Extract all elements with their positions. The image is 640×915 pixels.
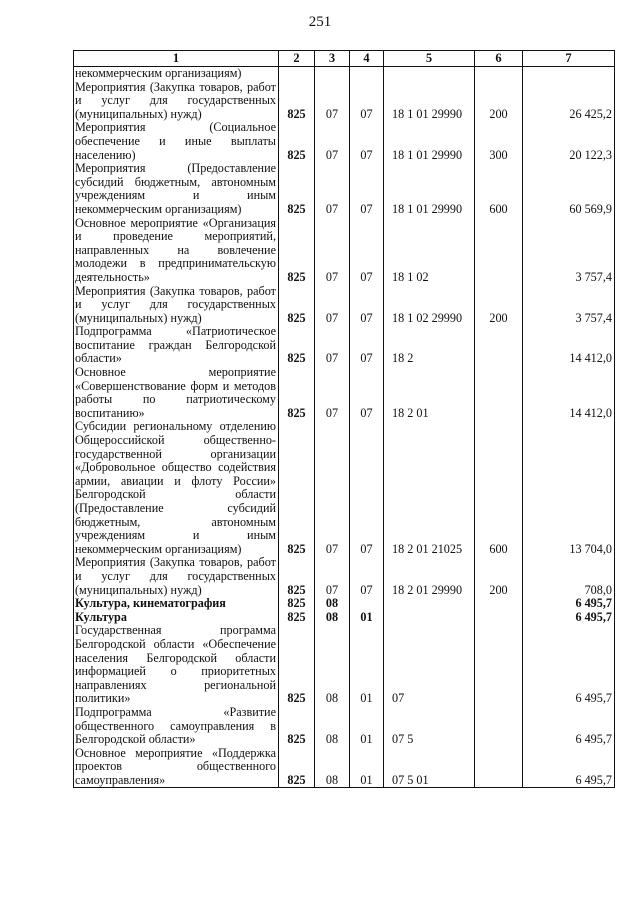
- row-target-article: 18 2: [384, 325, 475, 366]
- row-name: Мероприятия (Закупка товаров, работ и услуг для государственных (муниципальных) нужд): [74, 285, 279, 326]
- row-expense-type: 200: [475, 285, 523, 326]
- row-name: Подпрограмма «Патриотическое воспитание граждан Белгородской области»: [74, 325, 279, 366]
- row-name: Мероприятия (Предоставление субсидий бюджетным, автономным учреждениям и иным некоммерческим организациям): [74, 162, 279, 216]
- row-ministry-code: 825: [279, 624, 315, 706]
- row-section: 07: [315, 420, 350, 556]
- row-ministry-code: 825: [279, 366, 315, 420]
- row-expense-type: [475, 67, 523, 81]
- table-row: [74, 217, 615, 285]
- row-subsection: 07: [350, 325, 384, 366]
- row-amount: 6 495,7: [523, 624, 615, 706]
- table-row: [74, 67, 615, 81]
- row-target-article: 18 1 01 29990: [384, 121, 475, 162]
- row-ministry-code: 825: [279, 217, 315, 285]
- row-expense-type: 300: [475, 121, 523, 162]
- row-name: Мероприятия (Закупка товаров, работ и услуг для государственных (муниципальных) нужд): [74, 556, 279, 597]
- row-name: Культура, кинематография: [74, 597, 279, 611]
- budget-table: [73, 50, 615, 788]
- row-name: Основное мероприятие «Поддержка проектов общественного самоуправления»: [74, 747, 279, 788]
- row-amount: 6 495,7: [523, 611, 615, 625]
- row-ministry-code: 825: [279, 611, 315, 625]
- row-ministry-code: 825: [279, 556, 315, 597]
- column-header-5: 5: [384, 51, 475, 67]
- row-subsection: 07: [350, 420, 384, 556]
- row-amount: 6 495,7: [523, 706, 615, 747]
- table-row: [74, 420, 615, 556]
- row-section: 08: [315, 597, 350, 611]
- row-ministry-code: 825: [279, 747, 315, 788]
- row-name: Субсидии региональному отделению Общероссийской общественно-государственной организации «Добровольное общество содействия армии, авиации и флоту России» Белгородской области (Предоставление субсидий бюджетным, автономным учреждениям и иным некоммерческим организациям): [74, 420, 279, 556]
- table-row: [74, 706, 615, 747]
- row-expense-type: [475, 706, 523, 747]
- row-amount: [523, 67, 615, 81]
- row-subsection: 07: [350, 81, 384, 122]
- row-ministry-code: 825: [279, 706, 315, 747]
- table-row: [74, 162, 615, 216]
- row-section: [315, 67, 350, 81]
- row-target-article: 07 5 01: [384, 747, 475, 788]
- table-row: [74, 81, 615, 122]
- row-section: 07: [315, 285, 350, 326]
- column-header-6: 6: [475, 51, 523, 67]
- row-section: 08: [315, 747, 350, 788]
- row-expense-type: 200: [475, 81, 523, 122]
- row-ministry-code: 825: [279, 420, 315, 556]
- row-amount: 20 122,3: [523, 121, 615, 162]
- table-row: [74, 325, 615, 366]
- row-name: Государственная программа Белгородской области «Обеспечение населения Белгородской области информацией о приоритетных направлениях региональной политики»: [74, 624, 279, 706]
- row-name: Мероприятия (Социальное обеспечение и иные выплаты населению): [74, 121, 279, 162]
- row-target-article: 07 5: [384, 706, 475, 747]
- column-header-4: 4: [350, 51, 384, 67]
- row-ministry-code: 825: [279, 325, 315, 366]
- row-ministry-code: 825: [279, 162, 315, 216]
- row-amount: 14 412,0: [523, 325, 615, 366]
- row-amount: 13 704,0: [523, 420, 615, 556]
- row-expense-type: 200: [475, 556, 523, 597]
- row-subsection: 01: [350, 624, 384, 706]
- row-name: Культура: [74, 611, 279, 625]
- row-target-article: 18 1 02: [384, 217, 475, 285]
- row-section: 07: [315, 556, 350, 597]
- row-subsection: 01: [350, 747, 384, 788]
- row-amount: 3 757,4: [523, 285, 615, 326]
- row-subsection: 07: [350, 366, 384, 420]
- table-header-row: [74, 51, 615, 67]
- row-subsection: 07: [350, 556, 384, 597]
- row-expense-type: [475, 366, 523, 420]
- row-subsection: 07: [350, 162, 384, 216]
- row-name: Мероприятия (Закупка товаров, работ и услуг для государственных (муниципальных) нужд): [74, 81, 279, 122]
- row-subsection: 07: [350, 121, 384, 162]
- row-subsection: 01: [350, 706, 384, 747]
- row-expense-type: [475, 217, 523, 285]
- row-section: 08: [315, 624, 350, 706]
- row-section: 07: [315, 325, 350, 366]
- row-ministry-code: 825: [279, 285, 315, 326]
- row-target-article: 07: [384, 624, 475, 706]
- row-expense-type: [475, 747, 523, 788]
- row-target-article: [384, 67, 475, 81]
- table-row: [74, 611, 615, 625]
- row-expense-type: 600: [475, 162, 523, 216]
- row-section: 08: [315, 611, 350, 625]
- row-expense-type: [475, 611, 523, 625]
- row-amount: 60 569,9: [523, 162, 615, 216]
- row-target-article: 18 1 01 29990: [384, 162, 475, 216]
- row-expense-type: [475, 624, 523, 706]
- row-section: 07: [315, 366, 350, 420]
- row-target-article: [384, 611, 475, 625]
- row-expense-type: [475, 597, 523, 611]
- row-target-article: [384, 597, 475, 611]
- row-section: 08: [315, 706, 350, 747]
- row-name: Основное мероприятие «Совершенствование форм и методов работы по патриотическому воспитанию»: [74, 366, 279, 420]
- table-row: [74, 747, 615, 788]
- column-header-1: 1: [74, 51, 279, 67]
- row-name: Подпрограмма «Развитие общественного самоуправления в Белгородской области»: [74, 706, 279, 747]
- row-ministry-code: 825: [279, 597, 315, 611]
- column-header-2: 2: [279, 51, 315, 67]
- table-row: [74, 597, 615, 611]
- row-expense-type: 600: [475, 420, 523, 556]
- row-ministry-code: [279, 67, 315, 81]
- row-name: Основное мероприятие «Организация и проведение мероприятий, направленных на вовлечение молодежи в предпринимательскую деятельность»: [74, 217, 279, 285]
- page-number: 251: [308, 14, 332, 30]
- row-subsection: 07: [350, 285, 384, 326]
- row-subsection: [350, 597, 384, 611]
- row-amount: 14 412,0: [523, 366, 615, 420]
- row-section: 07: [315, 81, 350, 122]
- column-header-3: 3: [315, 51, 350, 67]
- row-target-article: 18 2 01 21025: [384, 420, 475, 556]
- row-ministry-code: 825: [279, 81, 315, 122]
- row-name: некоммерческим организациям): [74, 67, 279, 81]
- row-section: 07: [315, 121, 350, 162]
- table-row: [74, 556, 615, 597]
- row-expense-type: [475, 325, 523, 366]
- row-target-article: 18 1 02 29990: [384, 285, 475, 326]
- row-amount: 6 495,7: [523, 747, 615, 788]
- row-section: 07: [315, 162, 350, 216]
- row-section: 07: [315, 217, 350, 285]
- row-subsection: 07: [350, 217, 384, 285]
- row-subsection: 01: [350, 611, 384, 625]
- table-row: [74, 121, 615, 162]
- row-target-article: 18 2 01: [384, 366, 475, 420]
- row-amount: 708,0: [523, 556, 615, 597]
- row-amount: 6 495,7: [523, 597, 615, 611]
- row-ministry-code: 825: [279, 121, 315, 162]
- row-target-article: 18 1 01 29990: [384, 81, 475, 122]
- table-row: [74, 366, 615, 420]
- row-amount: 3 757,4: [523, 217, 615, 285]
- row-amount: 26 425,2: [523, 81, 615, 122]
- column-header-7: 7: [523, 51, 615, 67]
- table-row: [74, 285, 615, 326]
- row-subsection: [350, 67, 384, 81]
- row-target-article: 18 2 01 29990: [384, 556, 475, 597]
- table-row: [74, 624, 615, 706]
